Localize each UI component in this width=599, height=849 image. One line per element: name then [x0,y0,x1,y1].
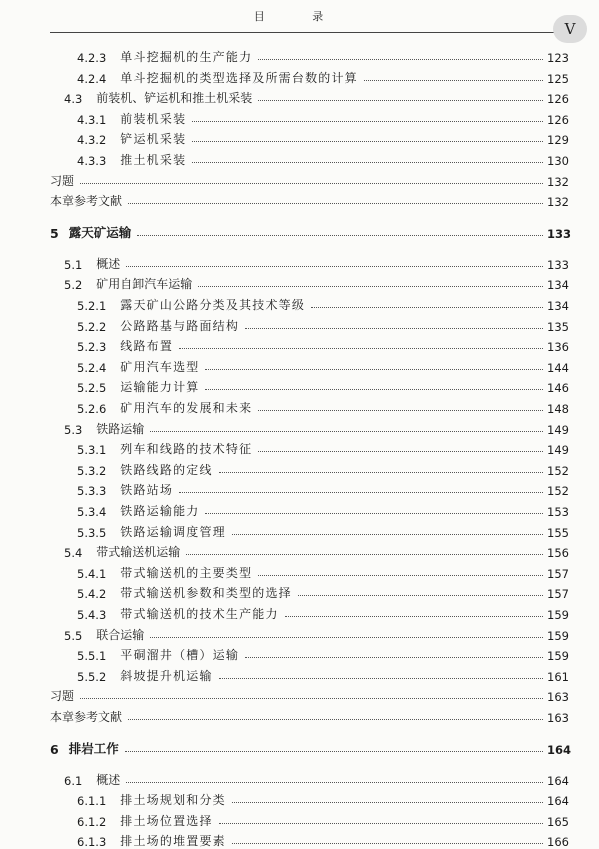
dot-leader [179,491,543,493]
dot-leader [258,58,543,60]
entry-title: 前装机、铲运机和推土机采装 [96,91,253,106]
entry-number: 4.3.1 [77,112,107,127]
dot-leader [125,750,543,752]
page-header [0,0,599,36]
toc-chapter-entry [50,737,572,757]
entry-number: 5.2.4 [77,360,107,375]
entry-number: 5.5.1 [77,649,107,664]
toc-subsection-entry [77,107,569,127]
dot-leader [150,430,543,432]
entry-page-number: 123 [547,51,569,65]
entry-title: 联合运输 [96,627,145,642]
entry-title: 运输能力计算 [120,380,200,395]
entry-page-number: 156 [547,546,569,561]
dot-leader [192,140,543,142]
entry-title: 公路路基与路面结构 [120,318,240,333]
toc-section-entry [64,272,569,292]
entry-number: 5.2.3 [77,340,107,355]
entry-page-number: 164 [547,742,572,757]
dot-leader [186,553,543,555]
toc-subsection-entry [77,520,569,540]
entry-title: 露天矿山公路分类及其技术等级 [120,298,306,312]
running-header-title: 目 录 [253,10,346,23]
entry-page-number: 125 [547,71,569,86]
toc-subsection-entry [77,829,569,849]
entry-page-number: 163 [547,690,569,705]
entry-number: 5.3.4 [77,505,107,519]
page-number-badge: V [553,15,587,43]
dot-leader [219,471,543,473]
entry-title: 习题 [50,173,75,188]
dot-leader [126,781,543,783]
entry-title: 斜坡提升机运输 [120,668,213,683]
entry-title: 露天矿运输 [68,224,132,240]
entry-title: 铁路线路的定线 [120,462,213,477]
entry-title: 矿用汽车的发展和未来 [120,401,253,415]
entry-title: 带式输送机参数和类型的选择 [120,586,292,601]
toc-subsection-entry [77,788,569,808]
toc-subsection-entry [77,664,569,684]
entry-title: 前装机采装 [120,111,187,126]
dot-leader [219,677,543,679]
entry-number: 5.5 [64,628,83,643]
entry-number: 6.1.2 [77,814,107,829]
entry-page-number: 159 [547,608,569,622]
dot-leader [80,182,543,184]
entry-title: 习题 [50,689,75,704]
dot-leader [126,265,543,267]
dot-leader [285,615,543,617]
dot-leader [80,697,543,699]
dot-leader [179,347,543,349]
entry-page-number: 149 [547,443,569,458]
entry-page-number: 153 [547,505,569,519]
entry-page-number: 161 [547,669,569,684]
toc-section-entry [64,540,569,560]
entry-number: 4.2.3 [77,51,107,65]
entry-number: 4.3.2 [77,133,107,148]
entry-title: 铁路运输 [96,421,145,436]
dot-leader [205,388,543,390]
entry-number: 5.4.3 [77,608,107,622]
dot-leader [232,842,543,844]
entry-number: 6.1.3 [77,835,107,849]
toc-subsection-entry [77,809,569,829]
entry-page-number: 134 [547,278,569,293]
entry-number: 6 [50,741,59,757]
entry-number: 5.4.2 [77,587,107,602]
entry-page-number: 132 [547,174,569,189]
toc-backmatter-entry [50,684,569,704]
entry-title: 矿用自卸汽车运输 [96,277,193,292]
dot-leader [258,450,543,452]
dot-leader [205,512,543,514]
toc-subsection-entry [77,499,569,519]
entry-title: 铲运机采装 [120,132,187,147]
entry-page-number: 133 [547,257,569,272]
entry-page-number: 164 [547,773,569,788]
toc-subsection-entry [77,581,569,601]
toc-section-entry [64,623,569,643]
toc-backmatter-entry [50,705,569,725]
dot-leader [232,533,543,535]
dot-leader [128,718,543,720]
entry-page-number: 163 [547,711,569,725]
entry-title: 平硐溜井（槽）运输 [120,648,240,663]
entry-number: 5.3.3 [77,484,107,499]
entry-number: 5 [50,225,59,241]
entry-title: 排土场位置选择 [120,813,213,828]
entry-page-number: 126 [547,92,569,107]
dot-leader [137,234,543,236]
toc-subsection-entry [77,293,569,313]
toc-subsection-entry [77,148,569,168]
toc-subsection-entry [77,355,569,375]
dot-leader [150,636,543,638]
dot-leader [128,202,543,204]
entry-page-number: 159 [547,628,569,643]
entry-page-number: 130 [547,154,569,168]
entry-page-number: 148 [547,402,569,416]
toc-subsection-entry [77,334,569,354]
entry-title: 铁路运输调度管理 [120,524,226,539]
entry-page-number: 144 [547,360,569,375]
entry-page-number: 157 [547,587,569,602]
entry-page-number: 133 [547,226,572,241]
toc-subsection-entry [77,561,569,581]
entry-number: 5.3.5 [77,525,107,540]
entry-page-number: 155 [547,525,569,540]
entry-number: 6.1.1 [77,794,107,809]
entry-title: 线路布置 [120,339,174,354]
dot-leader [258,99,543,101]
header-rule [50,32,581,33]
toc-subsection-entry [77,314,569,334]
entry-number: 5.5.2 [77,669,107,684]
dot-leader [205,368,543,370]
toc-subsection-entry [77,127,569,147]
entry-title: 单斗挖掘机的生产能力 [120,50,253,64]
dot-leader [198,285,543,287]
toc-subsection-entry [77,437,569,457]
entry-number: 5.4 [64,546,83,561]
entry-title: 铁路运输能力 [120,504,200,518]
dot-leader [298,594,543,596]
toc-backmatter-entry [50,169,569,189]
entry-number: 5.3 [64,422,83,437]
toc-subsection-entry [77,66,569,86]
entry-page-number: 135 [547,319,569,334]
entry-title: 本章参考文献 [50,194,123,209]
toc-section-entry [64,417,569,437]
entry-title: 铁路站场 [120,483,174,498]
entry-title: 带式输送机的主要类型 [120,565,253,580]
entry-title: 概述 [96,256,121,271]
entry-number: 5.2.6 [77,402,107,416]
toc-subsection-entry [77,375,569,395]
dot-leader [192,120,543,122]
entry-page-number: 126 [547,112,569,127]
toc-section-entry [64,768,569,788]
entry-title: 推土机采装 [120,153,187,167]
toc-subsection-entry [77,478,569,498]
entry-number: 5.2 [64,278,83,293]
entry-number: 5.2.5 [77,381,107,396]
entry-number: 5.2.2 [77,319,107,334]
entry-title: 概述 [96,772,121,787]
dot-leader [192,161,543,163]
dot-leader [245,327,543,329]
entry-number: 5.3.1 [77,443,107,458]
entry-number: 5.1 [64,257,83,272]
entry-page-number: 129 [547,133,569,148]
entry-page-number: 166 [547,835,569,849]
entry-title: 带式输送机运输 [96,545,181,560]
entry-title: 排土场的堆置要素 [120,834,226,849]
entry-number: 4.3.3 [77,154,107,168]
entry-title: 矿用汽车选型 [120,359,200,374]
toc-subsection-entry [77,458,569,478]
toc-section-entry [64,252,569,272]
toc-subsection-entry [77,643,569,663]
entry-title: 带式输送机的技术生产能力 [120,607,279,621]
entry-page-number: 149 [547,422,569,437]
entry-title: 列车和线路的技术特征 [120,442,253,457]
entry-number: 4.3 [64,92,83,107]
entry-number: 5.3.2 [77,463,107,478]
entry-page-number: 165 [547,814,569,829]
entry-number: 5.2.1 [77,299,107,313]
entry-page-number: 146 [547,381,569,396]
toc-chapter-entry [50,221,572,241]
entry-page-number: 159 [547,649,569,664]
toc-subsection-entry [77,396,569,416]
entry-title: 单斗挖掘机的类型选择及所需台数的计算 [120,70,358,85]
entry-page-number: 132 [547,195,569,210]
entry-number: 4.2.4 [77,71,107,86]
dot-leader [258,409,543,411]
entry-number: 6.1 [64,773,83,788]
entry-page-number: 134 [547,299,569,313]
entry-page-number: 152 [547,484,569,499]
entry-number: 5.4.1 [77,566,107,581]
entry-page-number: 164 [547,794,569,809]
entry-title: 排岩工作 [68,740,119,756]
entry-title: 排土场规划和分类 [120,793,226,808]
toc-subsection-entry [77,45,569,65]
toc-backmatter-entry [50,189,569,209]
dot-leader [311,306,543,308]
entry-page-number: 157 [547,566,569,581]
dot-leader [258,574,543,576]
entry-title: 本章参考文献 [50,710,123,724]
entry-page-number: 152 [547,463,569,478]
toc-subsection-entry [77,602,569,622]
dot-leader [232,801,543,803]
dot-leader [364,79,543,81]
toc-section-entry [64,86,569,106]
dot-leader [219,822,543,824]
dot-leader [245,656,543,658]
entry-page-number: 136 [547,340,569,355]
